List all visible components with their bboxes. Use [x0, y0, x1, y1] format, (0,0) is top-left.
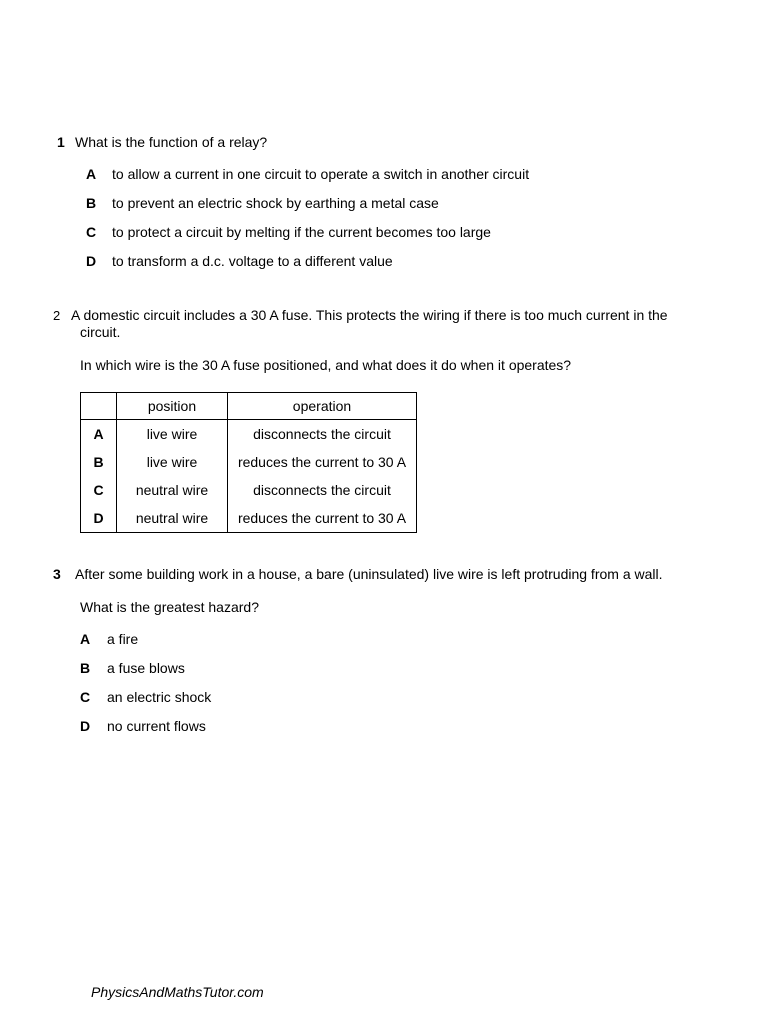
- row-letter: A: [81, 420, 117, 449]
- question-2-stem-line-2: circuit.: [80, 324, 121, 340]
- row-position: live wire: [117, 420, 228, 449]
- answer-table: [80, 392, 417, 533]
- row-operation: reduces the current to 30 A: [228, 504, 417, 533]
- row-letter: C: [81, 476, 117, 504]
- table-row: [81, 448, 417, 476]
- row-position: neutral wire: [117, 504, 228, 533]
- row-letter: D: [81, 504, 117, 533]
- row-operation: reduces the current to 30 A: [228, 448, 417, 476]
- q3-option-letter-b: B: [80, 660, 91, 676]
- q3-option-text-d: no current flows: [107, 718, 206, 734]
- q3-option-text-c: an electric shock: [107, 689, 212, 705]
- table-header-operation: operation: [228, 393, 417, 420]
- question-3-stem: After some building work in a house, a bare (uninsulated) live wire is left protruding from a wall.: [75, 566, 663, 582]
- table-header-position: position: [117, 393, 228, 420]
- q3-option-letter-d: D: [80, 718, 91, 734]
- row-letter: B: [81, 448, 117, 476]
- row-position: neutral wire: [117, 476, 228, 504]
- row-operation: disconnects the circuit: [228, 420, 417, 449]
- table-row: [81, 420, 417, 449]
- q1-option-letter-b: B: [86, 195, 97, 211]
- question-2-stem-line-1: A domestic circuit includes a 30 A fuse. This protects the wiring if there is too much current in the: [71, 307, 668, 323]
- q1-option-text-b: to prevent an electric shock by earthing a metal case: [112, 195, 439, 211]
- question-1-text: What is the function of a relay?: [75, 134, 268, 150]
- question-2-text: In which wire is the 30 A fuse positioned, and what does it do when it operates?: [80, 357, 572, 373]
- table-header-blank: [81, 393, 117, 420]
- question-2-number: 2: [53, 308, 61, 323]
- q1-option-text-a: to allow a current in one circuit to operate a switch in another circuit: [112, 166, 530, 182]
- question-3-number: 3: [53, 566, 61, 582]
- table-row: [81, 504, 417, 533]
- q3-option-letter-c: C: [80, 689, 91, 705]
- table-row: [81, 476, 417, 504]
- q1-option-letter-c: C: [86, 224, 97, 240]
- q1-option-letter-d: D: [86, 253, 97, 269]
- row-position: live wire: [117, 448, 228, 476]
- q1-option-letter-a: A: [86, 166, 97, 182]
- footer-site-name: PhysicsAndMathsTutor.com: [91, 984, 264, 1000]
- q3-option-text-a: a fire: [107, 631, 139, 647]
- q3-option-letter-a: A: [80, 631, 91, 647]
- table-header-row: [81, 393, 417, 420]
- question-3-text: What is the greatest hazard?: [80, 599, 259, 615]
- q1-option-text-d: to transform a d.c. voltage to a different value: [112, 253, 393, 269]
- row-operation: disconnects the circuit: [228, 476, 417, 504]
- q1-option-text-c: to protect a circuit by melting if the current becomes too large: [112, 224, 491, 240]
- q3-option-text-b: a fuse blows: [107, 660, 185, 676]
- question-1-number: 1: [57, 134, 65, 150]
